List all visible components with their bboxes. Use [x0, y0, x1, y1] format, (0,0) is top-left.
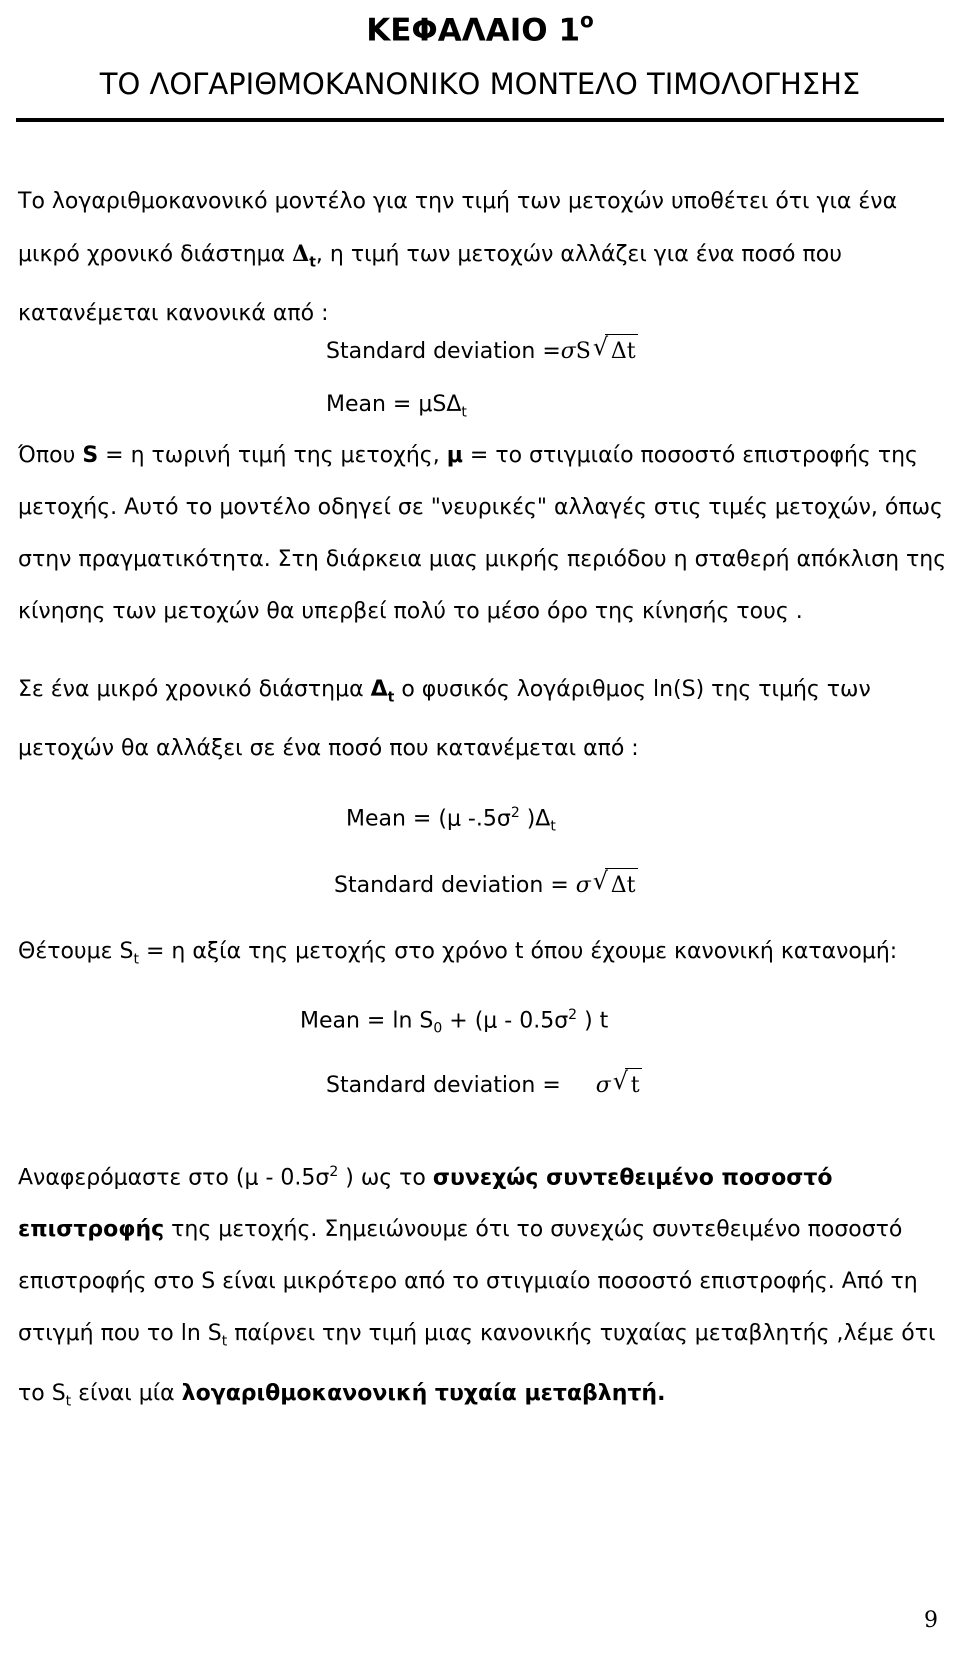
formula-std-dev-1: Standard deviation =σS √ Δt: [326, 334, 638, 369]
page-number: 9: [924, 1608, 938, 1633]
sqrt-symbol: √ Δt: [593, 868, 638, 903]
formula-std-dev-3: Standard deviation = σ √ t: [326, 1068, 642, 1103]
paragraph-st: Θέτουμε $S_t = \eta$ αξία της μετοχής στο χρόνο t όπου έχουμε κανονική κατανομή:: [18, 939, 898, 968]
paragraph-conclusion: Αναφερόμαστε στο ($\mu - 0.5\sigma^2$ ) ως το συνεχώς συντεθειμένο ποσοστό επιστροφής της μετοχής. Σημειώνουμε ότι το συνεχώς συντεθειμένο ποσοστό επιστροφής στο S είναι μικρότερο από το στιγμιαίο ποσοστό επιστροφής. Από τη στιγμή που το $\ln S_t$ παίρνει την τιμή μιας κανονικής τυχαίας μεταβλητής ,λέμε ότι το $S_t$ είναι μία λογαριθμοκανονική τυχαία μεταβλητή.: [18, 1164, 936, 1410]
chapter-title: ΚΕΦΑΛΑΙΟ $1^o$: [366, 8, 594, 49]
sqrt-symbol: √ Δt: [593, 334, 638, 369]
chapter-subtitle: ΤΟ ΛΟΓΑΡΙΘΜΟΚΑΝΟΝΙΚΟ ΜΟΝΤΕΛΟ ΤΙΜΟΛΟΓΗΣΗΣ: [99, 67, 861, 101]
paragraph-definitions: Όπου S = η τωρινή τιμή της μετοχής, μ = το στιγμιαίο ποσοστό επιστροφής της μετοχής. Αυτό το μοντέλο οδηγεί σε "νευρικές" αλλαγές στις τιμές μετοχών, όπως στην πραγματικότητα. Στη διάρκεια μιας μικρής περιόδου η σταθερή απόκλιση της κίνησης των μετοχών θα υπερβεί πολύ το μέσο όρο της κίνησής τους .: [18, 443, 947, 624]
formula-mean-3: Mean = $\ln S_0 + (\mu - 0.5\sigma^2$ ) t: [300, 1007, 609, 1037]
paragraph-ln: Σε ένα μικρό χρονικό διάστημα $\Delta_t$ ο φυσικός λογάριθμος ln(S) της τιμής των μετοχών θα αλλάξει σε ένα ποσό που κατανέμεται από :: [18, 677, 871, 762]
paragraph-intro: Το λογαριθμοκανονικό μοντέλο για την τιμή των μετοχών υποθέτει ότι για ένα μικρό χρονικό διάστημα $\Delta_t$, η τιμή των μετοχών αλλάζει για ένα ποσό που κατανέμεται κανονικά από :: [18, 189, 898, 327]
formula-mean-2: Mean = (μ $-.5\sigma^2$ )$\Delta_t$: [346, 805, 556, 835]
sqrt-symbol: √ t: [613, 1068, 642, 1103]
horizontal-rule: [16, 118, 944, 122]
formula-mean-1: Mean = μSΔ$_t$: [326, 392, 467, 421]
formula-std-dev-2: Standard deviation = σ √ Δt: [334, 868, 638, 903]
